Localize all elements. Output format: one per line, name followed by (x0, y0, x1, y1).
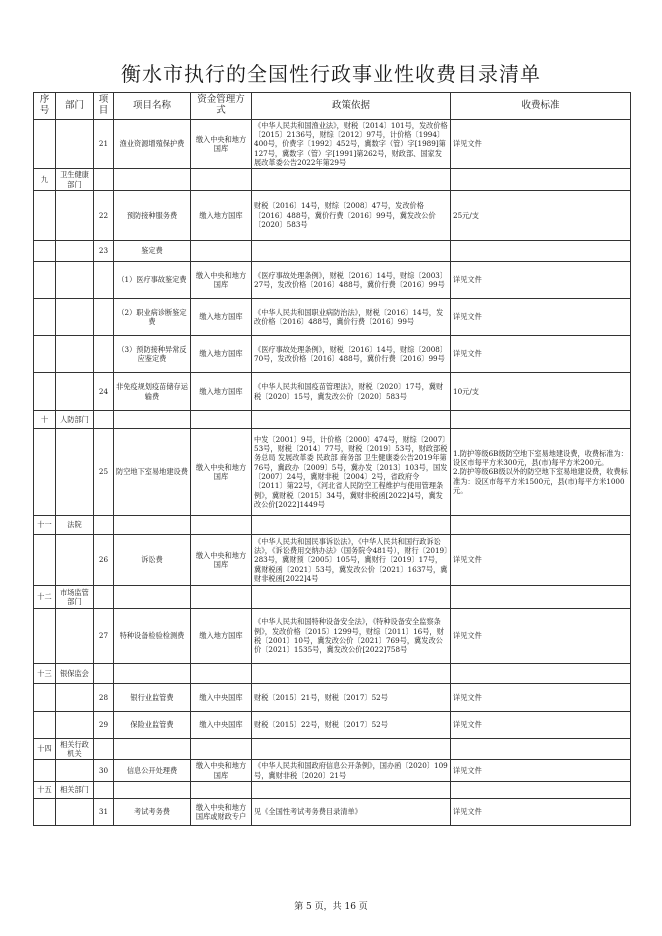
cell-fund (191, 241, 252, 262)
cell-dept (56, 191, 94, 241)
empty-cell (94, 739, 114, 760)
cell-policy: 《医疗事故处理条例》，财税〔2016〕14号，财综〔2008〕70号，发改价格〔2016〕488号，冀价行费〔2016〕99号 (252, 336, 451, 373)
cell-policy: 《中华人民共和国民事诉讼法》，《中华人民共和国行政诉讼法》，《诉讼费用交纳办法》（国务院令481号），财行〔2019〕283号，冀财预〔2005〕105号，冀财行〔2019〕17号，冀财税函〔2021〕53号，冀发改公价〔2021〕1637号，冀财非税函[2022]4号 (252, 535, 451, 586)
header-fund: 资金管理方式 (191, 93, 252, 120)
cell-standard: 详见文件 (451, 535, 631, 586)
cell-no (34, 429, 56, 516)
empty-cell (191, 586, 252, 609)
cell-dept (56, 429, 94, 516)
table-body (34, 120, 631, 826)
cell-dept (56, 799, 94, 826)
table-row (34, 299, 631, 336)
section-dept: 相关行政机关 (56, 739, 94, 760)
empty-cell (252, 739, 451, 760)
empty-cell (114, 782, 191, 799)
cell-standard: 25元/支 (451, 191, 631, 241)
empty-cell (252, 516, 451, 535)
section-no: 十三 (34, 664, 56, 684)
empty-cell (114, 516, 191, 535)
empty-cell (451, 782, 631, 799)
cell-no (34, 262, 56, 299)
empty-cell (94, 411, 114, 429)
cell-no (34, 760, 56, 782)
empty-cell (451, 739, 631, 760)
section-row (34, 169, 631, 191)
cell-item-no: 22 (94, 191, 114, 241)
empty-cell (114, 169, 191, 191)
cell-name: 鉴定费 (114, 241, 191, 262)
empty-cell (94, 586, 114, 609)
cell-no (34, 241, 56, 262)
cell-standard (451, 241, 631, 262)
cell-name: 预防接种服务费 (114, 191, 191, 241)
cell-name: （1）医疗事故鉴定费 (114, 262, 191, 299)
section-dept: 人防部门 (56, 411, 94, 429)
cell-no (34, 712, 56, 739)
empty-cell (191, 664, 252, 684)
table-row (34, 684, 631, 712)
empty-cell (252, 411, 451, 429)
empty-cell (94, 169, 114, 191)
cell-fund: 缴入地方国库 (191, 191, 252, 241)
cell-item-no (94, 336, 114, 373)
empty-cell (191, 411, 252, 429)
cell-item-no: 25 (94, 429, 114, 516)
empty-cell (451, 586, 631, 609)
cell-fund: 缴入地方国库 (191, 299, 252, 336)
section-row (34, 739, 631, 760)
cell-no (34, 535, 56, 586)
cell-standard: 详见文件 (451, 609, 631, 664)
cell-no (34, 373, 56, 411)
cell-policy: 《中华人民共和国特种设备安全法》，《特种设备安全监察条例》，发改价格〔2015〕1299号，财综〔2011〕16号，财税〔2001〕10号，冀发改公价〔2021〕769号，冀发改公价〔2021〕1535号，冀发改公价[2022]758号 (252, 609, 451, 664)
cell-fund: 缴入中央和地方国库 (191, 262, 252, 299)
section-no: 十二 (34, 586, 56, 609)
cell-standard: 详见文件 (451, 262, 631, 299)
section-row (34, 411, 631, 429)
section-no: 十五 (34, 782, 56, 799)
header-no: 序号 (34, 93, 56, 120)
table-row (34, 191, 631, 241)
cell-fund: 缴入地方国库 (191, 609, 252, 664)
cell-standard: 详见文件 (451, 799, 631, 826)
cell-policy: 《中华人民共和国疫苗管理法》，财税〔2020〕17号，冀财税〔2020〕15号，冀发改公价〔2020〕583号 (252, 373, 451, 411)
fee-table (33, 92, 631, 826)
document-title: 衡水市执行的全国性行政事业性收费目录清单 (121, 62, 541, 86)
empty-cell (114, 664, 191, 684)
cell-dept (56, 120, 94, 169)
header-standard: 收费标准 (451, 93, 631, 120)
empty-cell (114, 739, 191, 760)
empty-cell (114, 586, 191, 609)
cell-standard: 10元/支 (451, 373, 631, 411)
table-row (34, 120, 631, 169)
table-row (34, 336, 631, 373)
cell-name: 考试考务费 (114, 799, 191, 826)
cell-fund: 缴入中央和地方国库 (191, 120, 252, 169)
table-row (34, 262, 631, 299)
cell-dept (56, 241, 94, 262)
cell-no (34, 191, 56, 241)
cell-dept (56, 609, 94, 664)
empty-cell (94, 516, 114, 535)
cell-dept (56, 535, 94, 586)
page-footer: 第 5 页，共 16 页 (294, 902, 368, 912)
section-row (34, 586, 631, 609)
section-row (34, 664, 631, 684)
empty-cell (94, 782, 114, 799)
cell-dept (56, 712, 94, 739)
cell-no (34, 120, 56, 169)
cell-fund: 缴入中央和地方国库 (191, 429, 252, 516)
cell-item-no: 29 (94, 712, 114, 739)
cell-item-no: 30 (94, 760, 114, 782)
cell-no (34, 799, 56, 826)
table-header-row (34, 93, 631, 120)
table-row (34, 799, 631, 826)
section-dept: 市场监管部门 (56, 586, 94, 609)
cell-item-no (94, 299, 114, 336)
empty-cell (191, 169, 252, 191)
cell-policy: 财税〔2015〕22号，财税〔2017〕52号 (252, 712, 451, 739)
empty-cell (191, 782, 252, 799)
cell-policy: 《医疗事故处理条例》，财税〔2016〕14号，财综〔2003〕27号，发改价格〔2016〕488号，冀价行费〔2016〕99号 (252, 262, 451, 299)
empty-cell (252, 169, 451, 191)
empty-cell (252, 586, 451, 609)
cell-no (34, 684, 56, 712)
cell-dept (56, 760, 94, 782)
cell-fund: 缴入地方国库 (191, 373, 252, 411)
cell-dept (56, 262, 94, 299)
table-row (34, 429, 631, 516)
cell-no (34, 609, 56, 664)
empty-cell (191, 739, 252, 760)
cell-policy: 财税〔2016〕14号，财综〔2008〕47号，发改价格〔2016〕488号，冀价行费〔2016〕99号，冀发改公价〔2020〕583号 (252, 191, 451, 241)
cell-policy: 中发〔2001〕9号，计价格〔2000〕474号，财综〔2007〕53号，财税〔2014〕77号，财税〔2019〕53号，财政部税务总局 发展改革委 民政部 商务部 卫生健康委公告2019年第76号，冀政办〔2009〕5号，冀办发〔2013〕103号，国发〔2007〕24号，冀财非税〔2004〕2号，省政府令〔2011〕第22号，《河北省人民防空工程维护与使用管理条例》，冀财税〔2015〕34号，冀财非税函[2022]4号，冀发改公价[2022]1449号 (252, 429, 451, 516)
cell-standard: 详见文件 (451, 336, 631, 373)
table-row (34, 373, 631, 411)
header-name: 项目名称 (114, 93, 191, 120)
cell-policy: 《中华人民共和国渔业法》，财税〔2014〕101号，发改价格〔2015〕2136号，财综〔2012〕97号，计价格〔1994〕400号，价费字〔1992〕452号，冀数字（管）字[1989]第127号，冀数字（管）字[1991]第262号，财政部、国家发展改革委公告2022年第29号 (252, 120, 451, 169)
cell-name: （2）职业病诊断鉴定费 (114, 299, 191, 336)
cell-name: 银行业监管费 (114, 684, 191, 712)
cell-item-no: 24 (94, 373, 114, 411)
header-item: 项目 (94, 93, 114, 120)
section-dept: 卫生健康部门 (56, 169, 94, 191)
empty-cell (94, 664, 114, 684)
table-row (34, 609, 631, 664)
section-row (34, 782, 631, 799)
cell-item-no: 26 (94, 535, 114, 586)
section-no: 十四 (34, 739, 56, 760)
cell-dept (56, 299, 94, 336)
cell-item-no: 28 (94, 684, 114, 712)
header-dept: 部门 (56, 93, 94, 120)
cell-standard: 详见文件 (451, 684, 631, 712)
table-row (34, 241, 631, 262)
table-row (34, 535, 631, 586)
cell-item-no (94, 262, 114, 299)
cell-fund: 缴入中央和地方国库 (191, 535, 252, 586)
cell-name: 特种设备检验检测费 (114, 609, 191, 664)
section-dept: 相关部门 (56, 782, 94, 799)
cell-name: 信息公开处理费 (114, 760, 191, 782)
cell-item-no: 31 (94, 799, 114, 826)
empty-cell (451, 664, 631, 684)
cell-policy: 见《全国性考试考务费目录清单》 (252, 799, 451, 826)
cell-standard: 详见文件 (451, 760, 631, 782)
cell-dept (56, 336, 94, 373)
section-dept: 银保监会 (56, 664, 94, 684)
empty-cell (451, 516, 631, 535)
header-policy: 政策依据 (252, 93, 451, 120)
empty-cell (191, 516, 252, 535)
cell-dept (56, 373, 94, 411)
cell-item-no: 23 (94, 241, 114, 262)
cell-name: 非免疫规划疫苗储存运输费 (114, 373, 191, 411)
cell-standard: 详见文件 (451, 299, 631, 336)
table-row (34, 712, 631, 739)
section-dept: 法院 (56, 516, 94, 535)
cell-standard: 详见文件 (451, 712, 631, 739)
cell-name: 保险业监管费 (114, 712, 191, 739)
cell-standard: 1.防护等级6B级防空地下室易地建设费，收费标准为：设区市每平方米300元，县(市)每平方米200元。 2.防护等级6B级以外的防空地下室易地建设费，收费标准为：设区市每平方米1500元，县(市)每平方米1000元。 (451, 429, 631, 516)
empty-cell (252, 782, 451, 799)
cell-name: 防空地下室易地建设费 (114, 429, 191, 516)
cell-fund: 缴入中央和地方国库或财政专户 (191, 799, 252, 826)
section-no: 十 (34, 411, 56, 429)
table-row (34, 760, 631, 782)
section-row (34, 516, 631, 535)
cell-standard: 详见文件 (451, 120, 631, 169)
cell-no (34, 336, 56, 373)
cell-policy: 《中华人民共和国职业病防治法》，财税〔2016〕14号，发改价格〔2016〕488号，冀价行费〔2016〕99号 (252, 299, 451, 336)
cell-name: （3）预防接种异常反应鉴定费 (114, 336, 191, 373)
empty-cell (114, 411, 191, 429)
cell-item-no: 27 (94, 609, 114, 664)
cell-name: 渔业资源增殖保护费 (114, 120, 191, 169)
cell-item-no: 21 (94, 120, 114, 169)
cell-fund: 缴入中央国库 (191, 684, 252, 712)
empty-cell (451, 169, 631, 191)
cell-fund: 缴入地方国库 (191, 336, 252, 373)
cell-policy: 财税〔2015〕21号，财税〔2017〕52号 (252, 684, 451, 712)
empty-cell (252, 664, 451, 684)
cell-policy: 《中华人民共和国政府信息公开条例》，国办函〔2020〕109号，冀财非税〔2020〕21号 (252, 760, 451, 782)
section-no: 九 (34, 169, 56, 191)
cell-no (34, 299, 56, 336)
cell-fund: 缴入中央和地方国库 (191, 760, 252, 782)
cell-fund: 缴入中央国库 (191, 712, 252, 739)
empty-cell (451, 411, 631, 429)
cell-name: 诉讼费 (114, 535, 191, 586)
section-no: 十一 (34, 516, 56, 535)
cell-dept (56, 684, 94, 712)
cell-policy (252, 241, 451, 262)
